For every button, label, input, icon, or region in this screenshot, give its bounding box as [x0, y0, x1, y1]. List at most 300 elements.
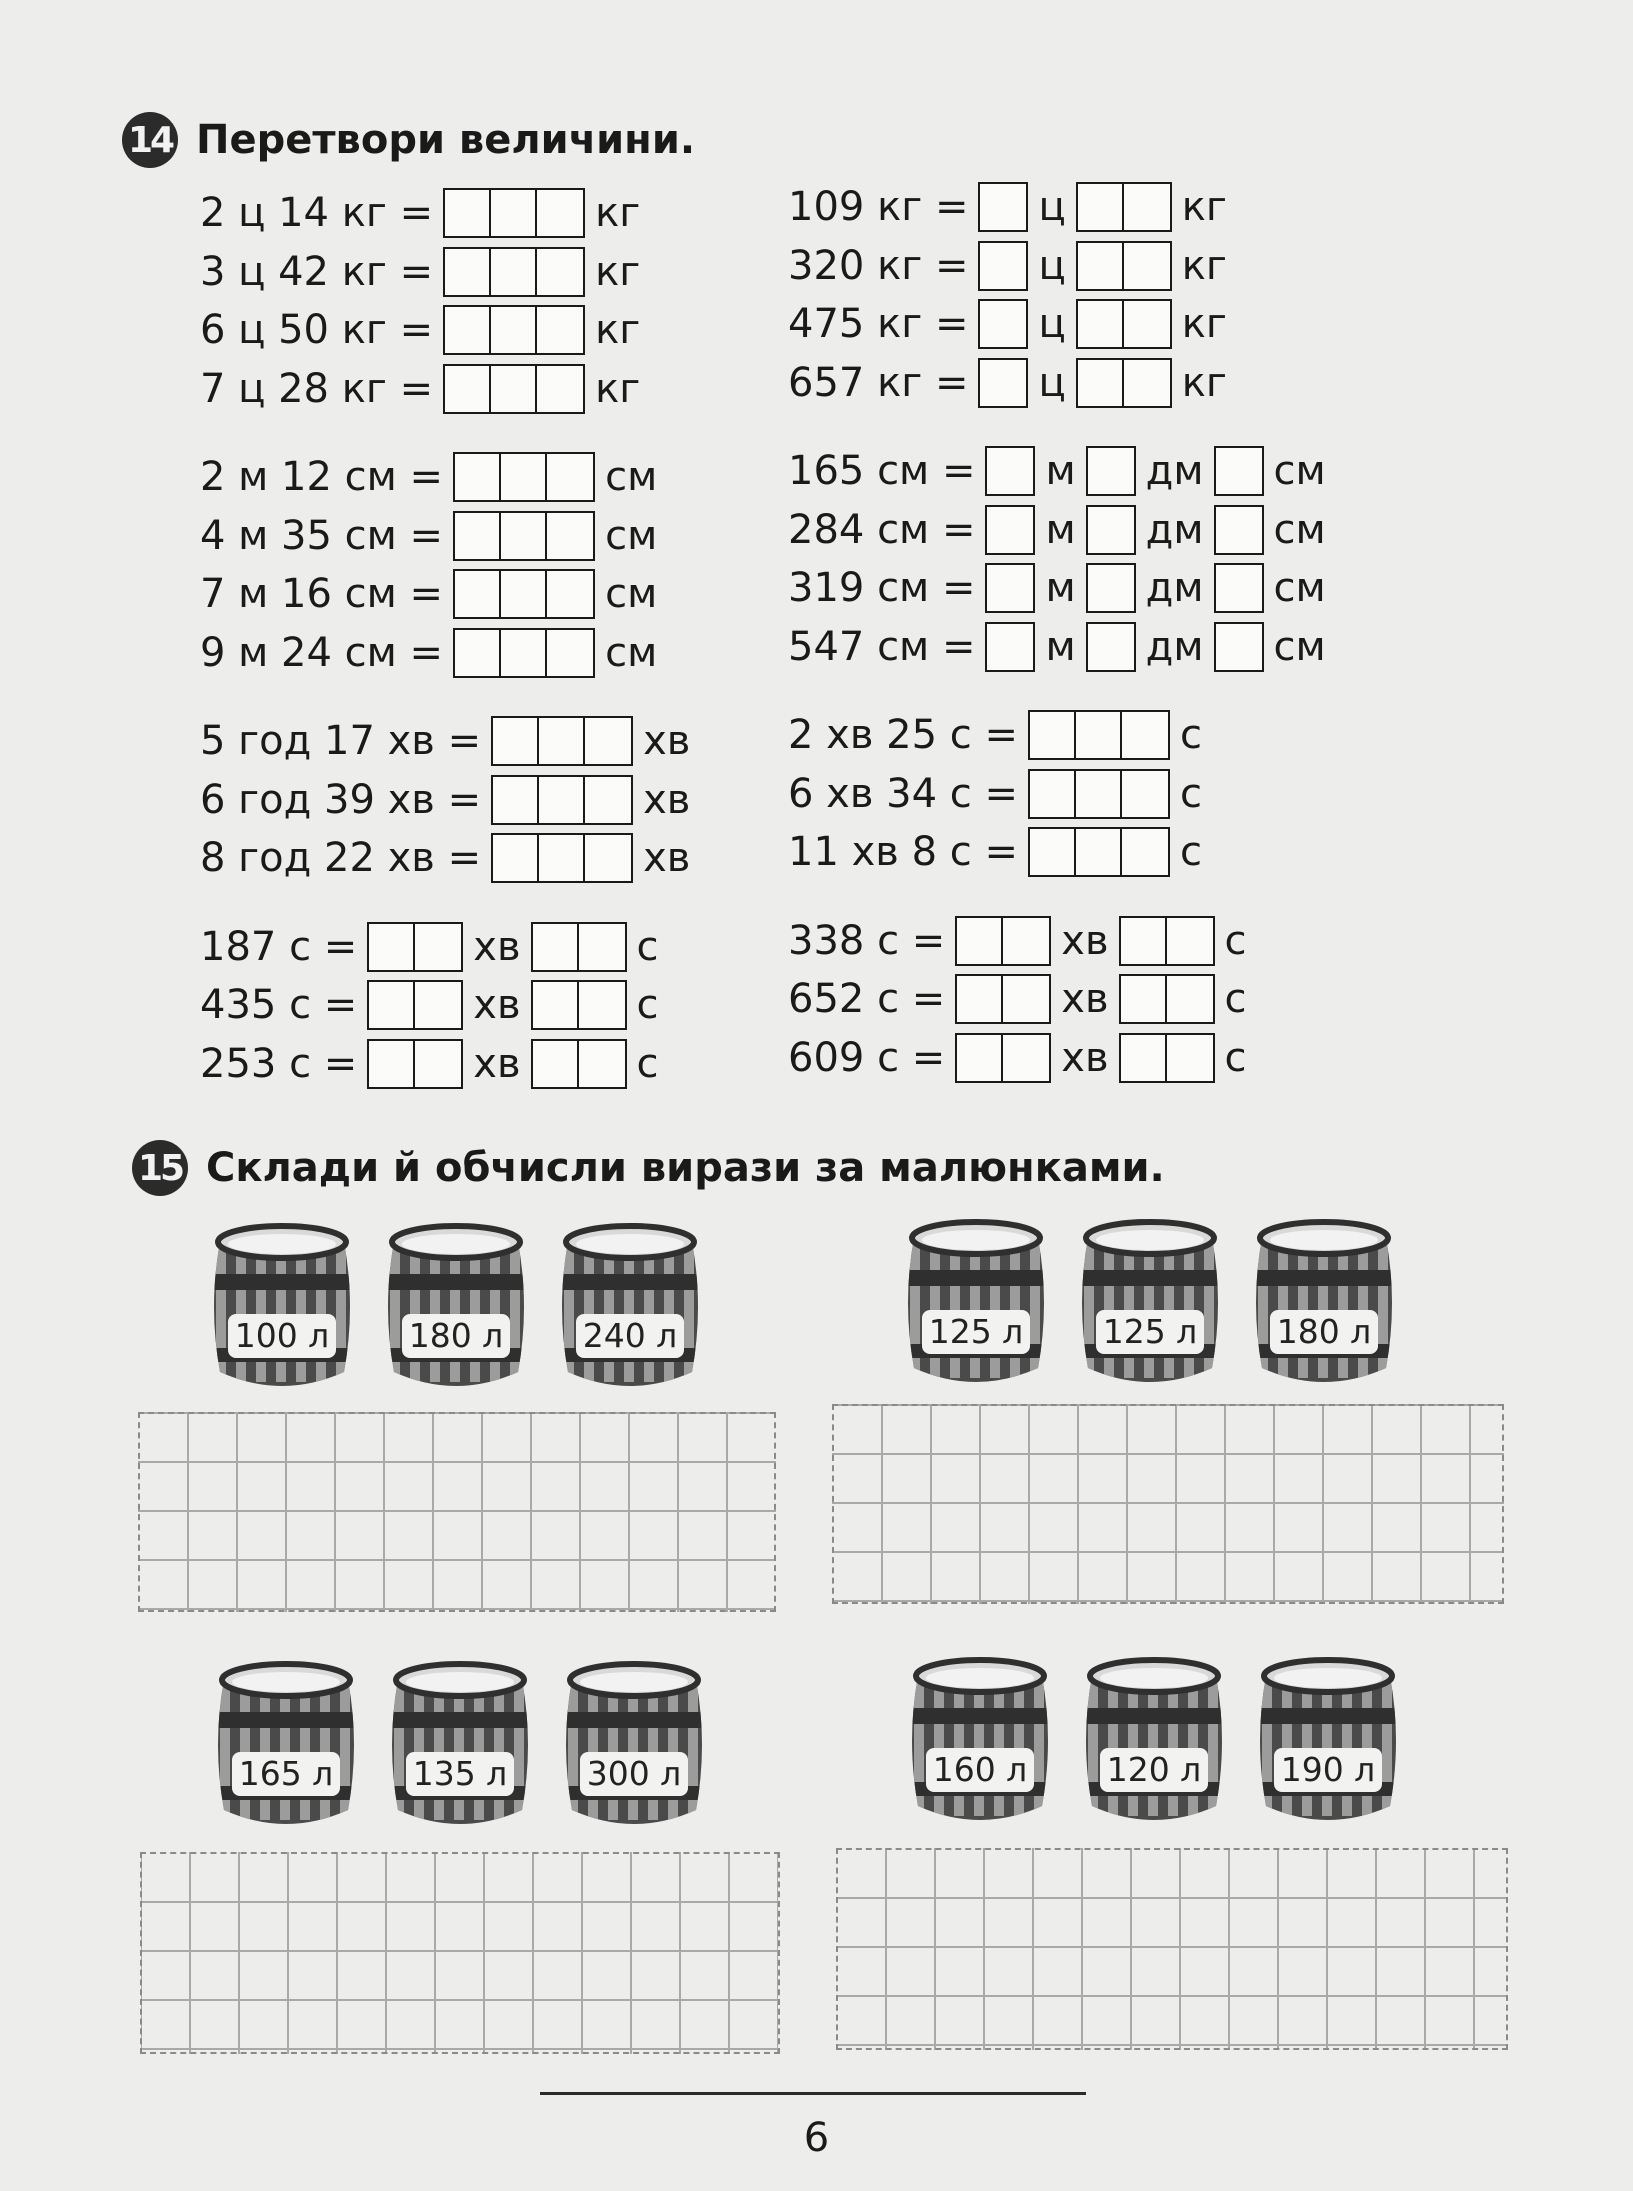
answer-boxes[interactable]: [1214, 622, 1264, 672]
barrel: [384, 1660, 536, 1830]
barrel-set-1: [206, 1222, 706, 1392]
answer-cell[interactable]: [957, 1035, 1003, 1081]
answer-cell[interactable]: [579, 924, 625, 970]
equation-text: 109 кг =: [788, 184, 969, 231]
equation-text: см: [1273, 506, 1326, 553]
equation-text: хв: [1061, 976, 1109, 1023]
answer-cell[interactable]: [1003, 1035, 1049, 1081]
answer-cell[interactable]: [369, 1041, 415, 1087]
answer-boxes[interactable]: [491, 833, 633, 883]
answer-cell[interactable]: [1216, 624, 1262, 670]
conversion-row: [788, 1029, 1326, 1088]
answer-boxes[interactable]: [1028, 769, 1170, 819]
answer-cell[interactable]: [585, 718, 631, 764]
equation-text: ц: [1038, 242, 1066, 289]
answer-cell[interactable]: [1216, 565, 1262, 611]
answer-cell[interactable]: [1003, 976, 1049, 1022]
answer-cell[interactable]: [415, 1041, 461, 1087]
answer-boxes[interactable]: [491, 775, 633, 825]
conversion-row: [788, 178, 1326, 237]
answer-cell[interactable]: [501, 571, 547, 617]
answer-boxes[interactable]: [955, 974, 1051, 1024]
answer-cell[interactable]: [980, 243, 1026, 289]
equation-text: см: [605, 512, 658, 559]
equation-text: 7 ц 28 кг =: [200, 365, 434, 412]
conversion-row: [788, 559, 1326, 618]
answer-cell[interactable]: [1124, 184, 1170, 230]
equation-text: ц: [1038, 184, 1066, 231]
answer-cell[interactable]: [491, 190, 537, 236]
answer-cell[interactable]: [1088, 507, 1134, 553]
equation-text: см: [605, 629, 658, 676]
answer-cell[interactable]: [1076, 771, 1122, 817]
conversion-row: [200, 1035, 690, 1094]
barrel-icon: [206, 1222, 358, 1392]
equation-text: кг: [595, 307, 641, 354]
answer-cell[interactable]: [537, 366, 583, 412]
answer-boxes[interactable]: [1076, 358, 1172, 408]
answer-boxes[interactable]: [531, 1039, 627, 1089]
equation-text: с: [1224, 917, 1247, 964]
barrel-volume-label: 240 л: [576, 1314, 684, 1358]
barrel-icon: [384, 1660, 536, 1830]
answer-cell[interactable]: [1088, 565, 1134, 611]
conversion-group: [200, 184, 690, 418]
equation-text: 5 год 17 хв =: [200, 718, 482, 765]
answer-boxes[interactable]: [1214, 563, 1264, 613]
conversion-row: [200, 712, 690, 771]
answer-cell[interactable]: [491, 307, 537, 353]
answer-cell[interactable]: [579, 982, 625, 1028]
equation-text: 4 м 35 см =: [200, 512, 444, 559]
answer-boxes[interactable]: [978, 358, 1028, 408]
equation-text: см: [1273, 623, 1326, 670]
answer-boxes[interactable]: [1086, 563, 1136, 613]
answer-cell[interactable]: [547, 513, 593, 559]
equation-text: ц: [1038, 359, 1066, 406]
answer-cell[interactable]: [585, 835, 631, 881]
answer-cell[interactable]: [547, 454, 593, 500]
equation-text: кг: [1181, 359, 1227, 406]
equation-text: 3 ц 42 кг =: [200, 248, 434, 295]
barrel: [558, 1660, 710, 1830]
equation-text: 165 см =: [788, 448, 976, 495]
answer-cell[interactable]: [1167, 1035, 1213, 1081]
equation-text: с: [1224, 1034, 1247, 1081]
answer-cell[interactable]: [537, 190, 583, 236]
equation-text: хв: [643, 718, 691, 765]
equation-text: 8 год 22 хв =: [200, 835, 482, 882]
answer-cell[interactable]: [980, 184, 1026, 230]
answer-cell[interactable]: [533, 924, 579, 970]
answer-cell[interactable]: [539, 835, 585, 881]
exercise-number-badge: 14: [122, 112, 178, 168]
barrel: [900, 1218, 1052, 1388]
equation-text: дм: [1145, 623, 1204, 670]
equation-text: 6 хв 34 с =: [788, 770, 1018, 817]
barrel-icon: [1248, 1218, 1400, 1388]
page-number: 6: [803, 2115, 830, 2161]
answer-cell[interactable]: [1088, 624, 1134, 670]
conversion-row: [200, 829, 690, 888]
equation-text: 609 с =: [788, 1034, 946, 1081]
barrel-icon: [1074, 1218, 1226, 1388]
answer-boxes[interactable]: [1086, 622, 1136, 672]
exercise-number-badge: 15: [132, 1140, 188, 1196]
answer-cell[interactable]: [369, 982, 415, 1028]
conversion-group: [788, 706, 1326, 882]
exercise-14-header: [122, 112, 695, 168]
equation-text: с: [1224, 976, 1247, 1023]
equation-text: 2 м 12 см =: [200, 454, 444, 501]
equation-text: хв: [643, 776, 691, 823]
equation-text: 338 с =: [788, 917, 946, 964]
answer-cell[interactable]: [1167, 976, 1213, 1022]
answer-boxes[interactable]: [955, 1033, 1051, 1083]
answer-cell[interactable]: [537, 307, 583, 353]
barrel-volume-label: 165 л: [232, 1752, 340, 1796]
answer-boxes[interactable]: [453, 452, 595, 502]
answer-cell[interactable]: [501, 630, 547, 676]
answer-boxes[interactable]: [1119, 974, 1215, 1024]
answer-cell[interactable]: [539, 777, 585, 823]
answer-cell[interactable]: [547, 571, 593, 617]
conversion-row: [788, 295, 1326, 354]
answer-cell[interactable]: [1216, 448, 1262, 494]
equation-text: м: [1045, 506, 1076, 553]
conversion-row: [200, 243, 690, 302]
answer-cell[interactable]: [987, 507, 1033, 553]
answer-boxes[interactable]: [978, 241, 1028, 291]
equation-text: 2 хв 25 с =: [788, 712, 1018, 759]
barrel: [1074, 1218, 1226, 1388]
barrel-icon: [900, 1218, 1052, 1388]
barrel-volume-label: 125 л: [922, 1310, 1030, 1354]
answer-cell[interactable]: [1030, 829, 1076, 875]
equation-text: 475 кг =: [788, 301, 969, 348]
equation-text: кг: [1181, 184, 1227, 231]
answer-cell[interactable]: [445, 307, 491, 353]
barrel-volume-label: 190 л: [1274, 1748, 1382, 1792]
answer-cell[interactable]: [1076, 712, 1122, 758]
conversion-row: [788, 237, 1326, 296]
answer-boxes[interactable]: [443, 188, 585, 238]
answer-boxes[interactable]: [1076, 182, 1172, 232]
conversion-row: [788, 501, 1326, 560]
answer-cell[interactable]: [1030, 771, 1076, 817]
barrel-volume-label: 100 л: [228, 1314, 336, 1358]
barrel: [554, 1222, 706, 1392]
answer-cell[interactable]: [980, 360, 1026, 406]
footer-divider: [540, 2092, 1086, 2095]
conversion-row: [788, 442, 1326, 501]
conversion-row: [200, 771, 690, 830]
equation-text: 652 с =: [788, 976, 946, 1023]
conversion-group: [200, 918, 690, 1094]
answer-cell[interactable]: [579, 1041, 625, 1087]
answer-cell[interactable]: [491, 366, 537, 412]
conversion-row: [200, 624, 690, 683]
equation-text: 435 с =: [200, 982, 358, 1029]
answer-cell[interactable]: [1124, 301, 1170, 347]
equation-text: см: [605, 454, 658, 501]
answer-cell[interactable]: [1088, 448, 1134, 494]
equation-text: 657 кг =: [788, 359, 969, 406]
barrel-icon: [554, 1222, 706, 1392]
answer-boxes[interactable]: [978, 299, 1028, 349]
answer-boxes[interactable]: [1119, 1033, 1215, 1083]
conversion-row: [200, 507, 690, 566]
barrel-volume-label: 180 л: [1270, 1310, 1378, 1354]
equation-text: кг: [1181, 242, 1227, 289]
equation-text: 187 с =: [200, 923, 358, 970]
barrel-icon: [210, 1660, 362, 1830]
conversion-group: [788, 442, 1326, 676]
barrel: [904, 1656, 1056, 1826]
answer-cell[interactable]: [1078, 184, 1124, 230]
barrel: [380, 1222, 532, 1392]
barrel: [1248, 1218, 1400, 1388]
answer-cell[interactable]: [1121, 918, 1167, 964]
answer-cell[interactable]: [957, 918, 1003, 964]
answer-boxes[interactable]: [1086, 505, 1136, 555]
barrel: [1078, 1656, 1230, 1826]
answer-cell[interactable]: [1167, 918, 1213, 964]
answer-cell[interactable]: [501, 513, 547, 559]
answer-boxes[interactable]: [1119, 916, 1215, 966]
equation-text: 6 год 39 хв =: [200, 776, 482, 823]
answer-cell[interactable]: [445, 366, 491, 412]
equation-text: 2 ц 14 кг =: [200, 190, 434, 237]
equation-text: хв: [643, 835, 691, 882]
equation-text: кг: [1181, 301, 1227, 348]
answer-boxes[interactable]: [985, 563, 1035, 613]
answer-grid-3[interactable]: [140, 1852, 780, 2054]
answer-boxes[interactable]: [367, 922, 463, 972]
conversion-row: [200, 184, 690, 243]
equation-text: хв: [473, 982, 521, 1029]
answer-cell[interactable]: [987, 565, 1033, 611]
equation-text: см: [1273, 565, 1326, 612]
barrel-volume-label: 180 л: [402, 1314, 510, 1358]
answer-boxes[interactable]: [367, 980, 463, 1030]
answer-boxes[interactable]: [531, 922, 627, 972]
answer-cell[interactable]: [1076, 829, 1122, 875]
answer-boxes[interactable]: [1076, 299, 1172, 349]
conversion-row: [200, 976, 690, 1035]
answer-cell[interactable]: [455, 454, 501, 500]
conversion-row: [200, 565, 690, 624]
equation-text: см: [605, 571, 658, 618]
conversion-column-right: [788, 178, 1326, 1117]
barrel-set-2: [900, 1218, 1400, 1388]
barrel-icon: [904, 1656, 1056, 1826]
barrel-volume-label: 135 л: [406, 1752, 514, 1796]
answer-boxes[interactable]: [978, 182, 1028, 232]
answer-cell[interactable]: [537, 249, 583, 295]
answer-cell[interactable]: [455, 513, 501, 559]
conversion-row: [788, 618, 1326, 677]
equation-text: дм: [1145, 506, 1204, 553]
equation-text: м: [1045, 448, 1076, 495]
equation-text: с: [1179, 829, 1202, 876]
barrel-set-3: [210, 1660, 710, 1830]
answer-cell[interactable]: [493, 718, 539, 764]
conversion-row: [788, 823, 1326, 882]
equation-text: с: [1179, 770, 1202, 817]
conversion-row: [200, 448, 690, 507]
exercise-title: Склади й обчисли вирази за малюнками.: [206, 1145, 1165, 1191]
answer-grid-4[interactable]: [836, 1848, 1508, 2050]
barrel-volume-label: 160 л: [926, 1748, 1034, 1792]
answer-cell[interactable]: [533, 1041, 579, 1087]
answer-cell[interactable]: [1121, 1035, 1167, 1081]
answer-cell[interactable]: [501, 454, 547, 500]
barrel-icon: [380, 1222, 532, 1392]
barrel: [210, 1660, 362, 1830]
conversion-group: [788, 178, 1326, 412]
equation-text: дм: [1145, 565, 1204, 612]
barrel-volume-label: 300 л: [580, 1752, 688, 1796]
answer-cell[interactable]: [1078, 301, 1124, 347]
answer-boxes[interactable]: [955, 916, 1051, 966]
answer-cell[interactable]: [491, 249, 537, 295]
answer-boxes[interactable]: [985, 446, 1035, 496]
answer-cell[interactable]: [445, 190, 491, 236]
answer-boxes[interactable]: [985, 622, 1035, 672]
equation-text: 320 кг =: [788, 242, 969, 289]
conversion-group: [788, 912, 1326, 1088]
answer-cell[interactable]: [1122, 771, 1168, 817]
conversion-group: [200, 712, 690, 888]
conversion-row: [788, 706, 1326, 765]
conversion-row: [788, 912, 1326, 971]
exercise-15-header: [132, 1140, 1165, 1196]
equation-text: с: [636, 982, 659, 1029]
answer-cell[interactable]: [987, 448, 1033, 494]
equation-text: с: [636, 1040, 659, 1087]
conversion-row: [200, 918, 690, 977]
answer-boxes[interactable]: [491, 716, 633, 766]
equation-text: 319 см =: [788, 565, 976, 612]
answer-cell[interactable]: [957, 976, 1003, 1022]
barrel-set-4: [904, 1656, 1404, 1826]
barrel: [206, 1222, 358, 1392]
answer-cell[interactable]: [1121, 976, 1167, 1022]
answer-boxes[interactable]: [1076, 241, 1172, 291]
equation-text: ц: [1038, 301, 1066, 348]
answer-cell[interactable]: [493, 835, 539, 881]
barrel-icon: [1078, 1656, 1230, 1826]
barrel: [1252, 1656, 1404, 1826]
answer-cell[interactable]: [1124, 360, 1170, 406]
equation-text: кг: [595, 365, 641, 412]
equation-text: м: [1045, 623, 1076, 670]
equation-text: 11 хв 8 с =: [788, 829, 1018, 876]
answer-boxes[interactable]: [1028, 710, 1170, 760]
answer-cell[interactable]: [1078, 243, 1124, 289]
answer-boxes[interactable]: [443, 364, 585, 414]
answer-cell[interactable]: [585, 777, 631, 823]
barrel-volume-label: 120 л: [1100, 1748, 1208, 1792]
answer-cell[interactable]: [415, 924, 461, 970]
equation-text: кг: [595, 190, 641, 237]
barrel-volume-label: 125 л: [1096, 1310, 1204, 1354]
answer-cell[interactable]: [1078, 360, 1124, 406]
answer-cell[interactable]: [1122, 712, 1168, 758]
answer-cell[interactable]: [1030, 712, 1076, 758]
exercise-title: Перетвори величини.: [196, 117, 696, 163]
equation-text: 547 см =: [788, 623, 976, 670]
conversion-row: [788, 354, 1326, 413]
barrel-icon: [558, 1660, 710, 1830]
equation-text: с: [636, 923, 659, 970]
equation-text: см: [1273, 448, 1326, 495]
answer-boxes[interactable]: [531, 980, 627, 1030]
answer-boxes[interactable]: [1214, 446, 1264, 496]
answer-boxes[interactable]: [453, 511, 595, 561]
equation-text: хв: [1061, 917, 1109, 964]
barrel-icon: [1252, 1656, 1404, 1826]
answer-cell[interactable]: [980, 301, 1026, 347]
answer-cell[interactable]: [547, 630, 593, 676]
answer-cell[interactable]: [1003, 918, 1049, 964]
answer-boxes[interactable]: [453, 628, 595, 678]
answer-boxes[interactable]: [367, 1039, 463, 1089]
answer-cell[interactable]: [539, 718, 585, 764]
answer-cell[interactable]: [493, 777, 539, 823]
answer-boxes[interactable]: [985, 505, 1035, 555]
equation-text: 284 см =: [788, 506, 976, 553]
answer-boxes[interactable]: [1214, 505, 1264, 555]
answer-grid-1[interactable]: [138, 1412, 776, 1612]
equation-text: кг: [595, 248, 641, 295]
equation-text: 6 ц 50 кг =: [200, 307, 434, 354]
conversion-row: [788, 970, 1326, 1029]
equation-text: хв: [473, 923, 521, 970]
equation-text: 253 с =: [200, 1040, 358, 1087]
answer-boxes[interactable]: [453, 569, 595, 619]
answer-cell[interactable]: [1122, 829, 1168, 875]
answer-cell[interactable]: [533, 982, 579, 1028]
equation-text: хв: [473, 1040, 521, 1087]
answer-cell[interactable]: [415, 982, 461, 1028]
equation-text: 7 м 16 см =: [200, 571, 444, 618]
answer-cell[interactable]: [455, 630, 501, 676]
equation-text: хв: [1061, 1034, 1109, 1081]
answer-boxes[interactable]: [443, 305, 585, 355]
equation-text: с: [1179, 712, 1202, 759]
answer-cell[interactable]: [1124, 243, 1170, 289]
answer-cell[interactable]: [369, 924, 415, 970]
conversion-column-left: [200, 184, 690, 1123]
equation-text: дм: [1145, 448, 1204, 495]
conversion-row: [200, 360, 690, 419]
answer-cell[interactable]: [455, 571, 501, 617]
conversion-row: [200, 301, 690, 360]
answer-boxes[interactable]: [443, 247, 585, 297]
equation-text: м: [1045, 565, 1076, 612]
answer-cell[interactable]: [987, 624, 1033, 670]
answer-grid-2[interactable]: [832, 1404, 1504, 1604]
equation-text: 9 м 24 см =: [200, 629, 444, 676]
answer-boxes[interactable]: [1028, 827, 1170, 877]
answer-cell[interactable]: [1216, 507, 1262, 553]
conversion-group: [200, 448, 690, 682]
answer-cell[interactable]: [445, 249, 491, 295]
conversion-row: [788, 765, 1326, 824]
answer-boxes[interactable]: [1086, 446, 1136, 496]
